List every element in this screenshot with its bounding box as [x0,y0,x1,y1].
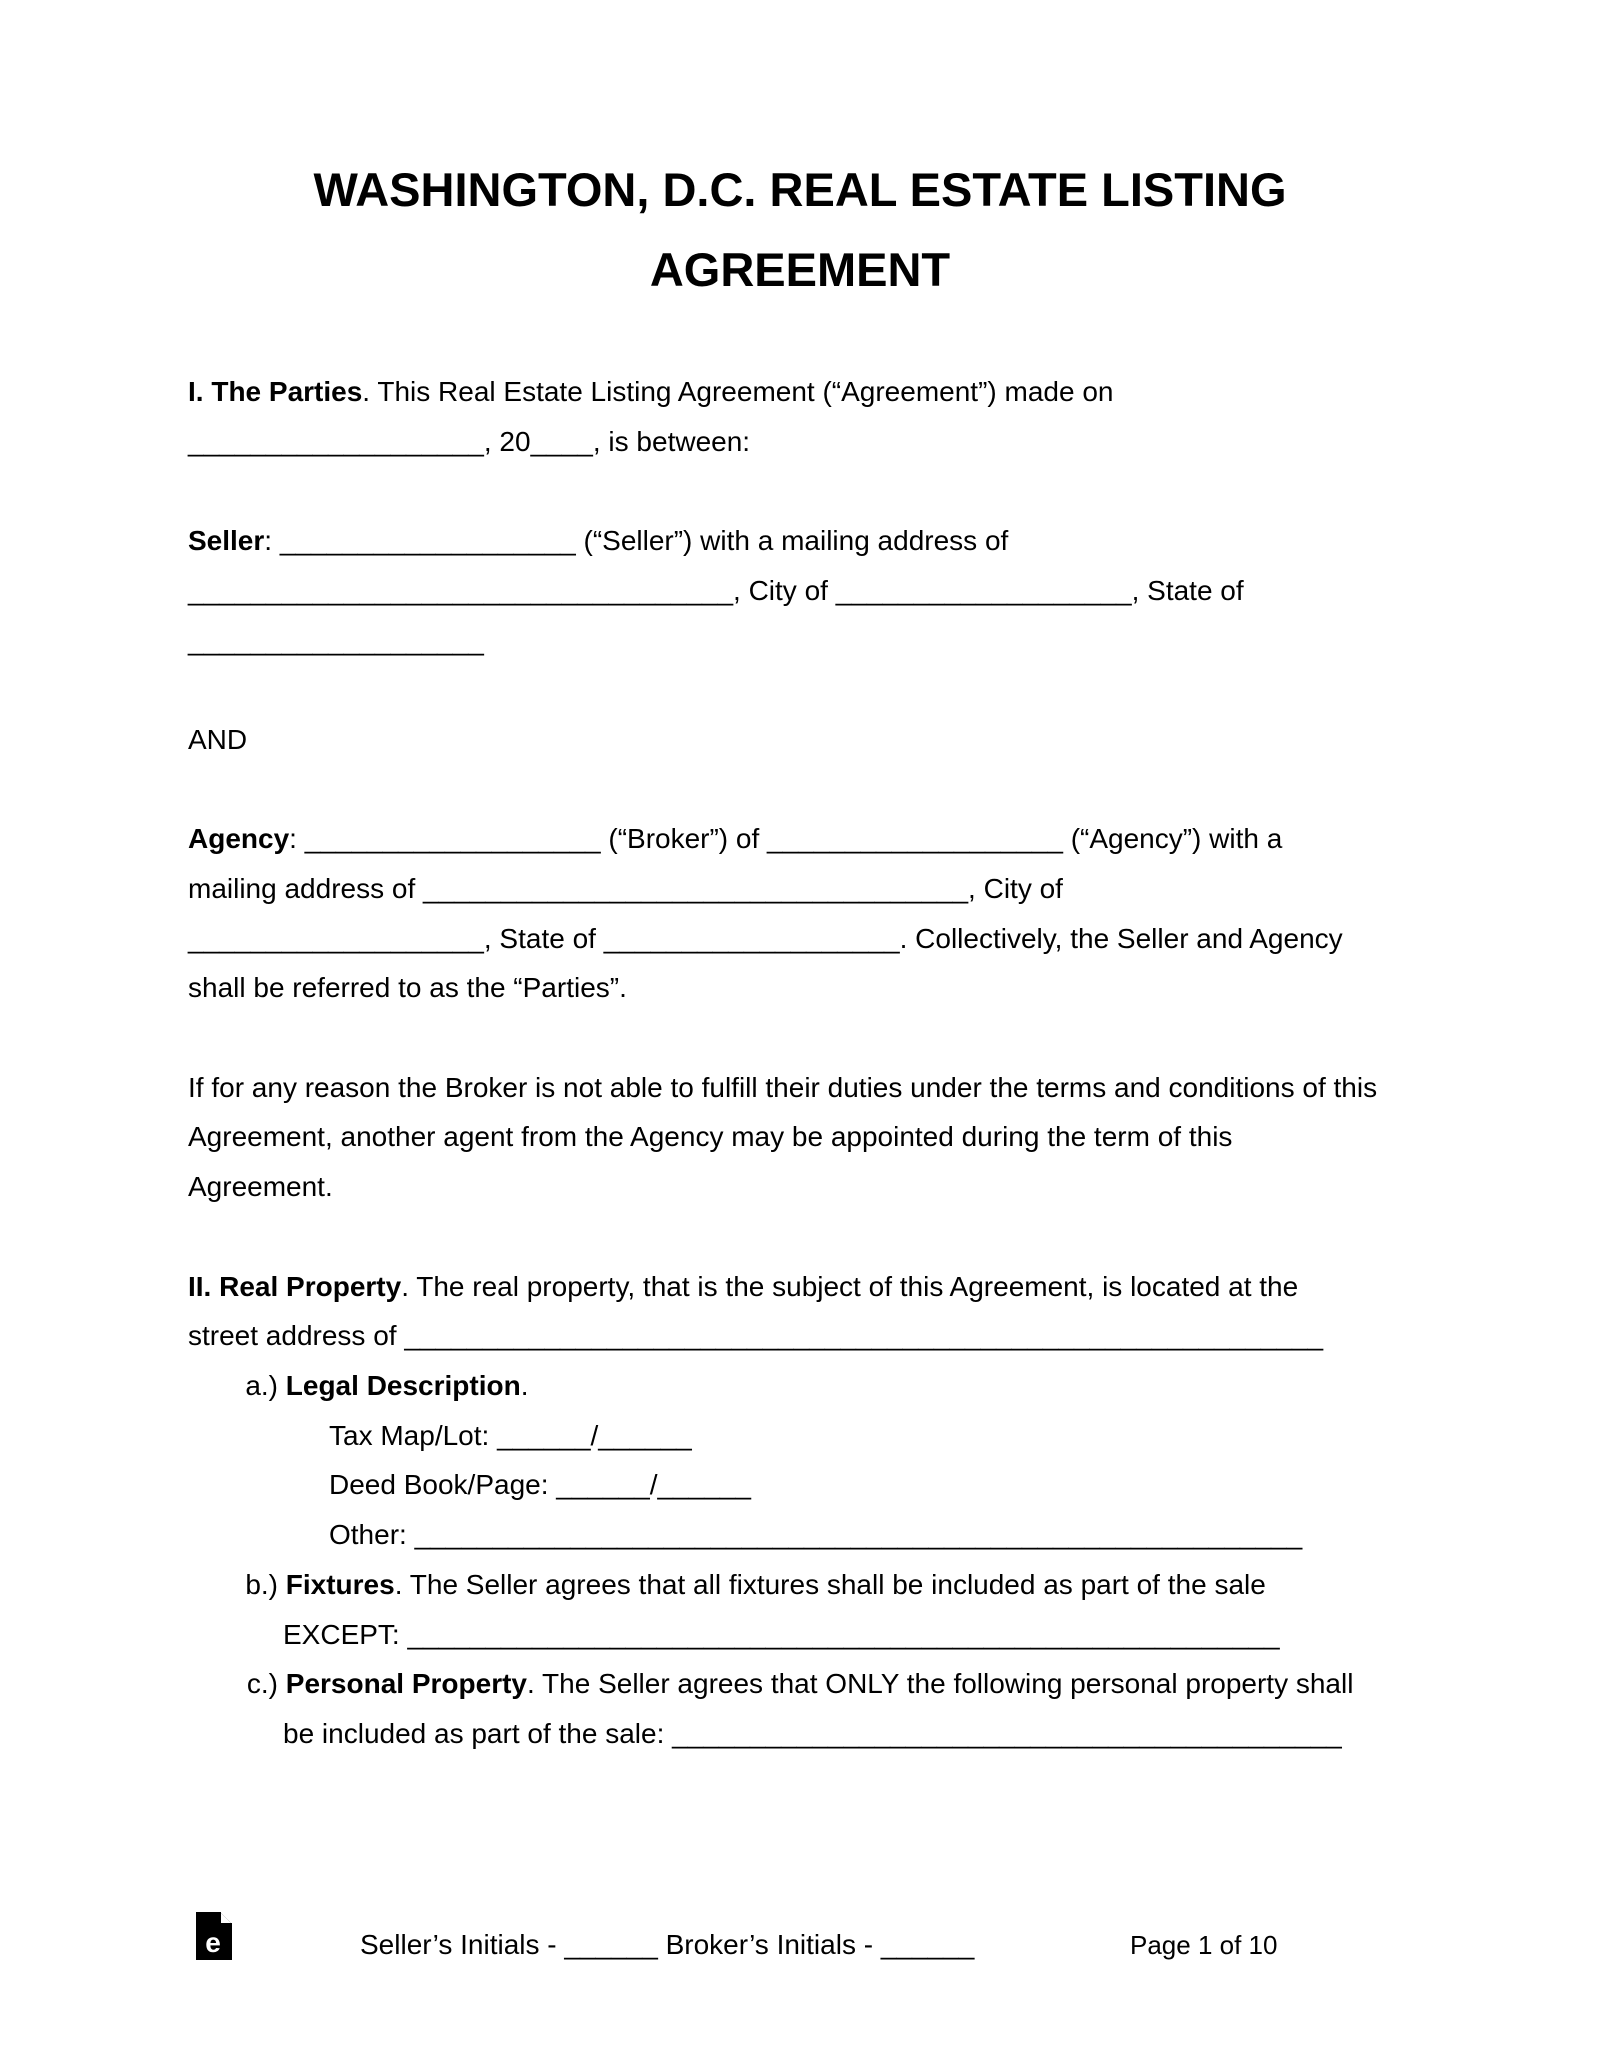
seller-line-3: ___________________ [188,624,484,656]
personal-property-heading: Personal Property [285,1668,527,1700]
agency-line-1: Agency: ___________________ (“Broker”) of ___________________ (“Agency”) with a [188,823,1283,855]
list-item-personal-property: c.) Personal Property. The Seller agrees that ONLY the following personal property shall [246,1668,1354,1700]
document-title [0,150,1600,310]
page-number: Page 1 of 10 [1130,1930,1278,1960]
seller-line-1: Seller: ___________________ (“Seller”) with a mailing address of [188,525,1009,557]
fixtures-except-line: EXCEPT: ________________________________________________________ [283,1618,1280,1650]
seller-line-2: ___________________________________, City of ___________________, State of [188,574,1244,606]
property-heading: II. Real Property [188,1270,402,1302]
personal-property-line-2: be included as part of the sale: ___________________________________________ [283,1717,1342,1749]
parties-heading: I. The Parties [188,376,363,407]
broker-line-1: If for any reason the Broker is not able to fulfill their duties under the terms and conditions of this [188,1071,1378,1103]
property-line-2: street address of ___________________________________________________________ [188,1320,1324,1352]
list-item-fixtures: b.) Fixtures. The Seller agrees that all fixtures shall be included as part of the sale [245,1568,1266,1600]
other-line: Other: _________________________________________________________ [329,1519,1303,1551]
agency-line-4: shall be referred to as the “Parties”. [188,972,627,1004]
agency-line-3: ___________________, State of ___________________. Collectively, the Seller and Agency [188,922,1343,954]
and-separator: AND [188,723,248,755]
agency-line-2: mailing address of ___________________________________, City of [188,872,1063,904]
legal-description-heading: Legal Description [285,1369,521,1401]
agency-label: Agency [188,823,290,855]
title-line-2: AGREEMENT [649,243,951,296]
fixtures-heading: Fixtures [285,1568,395,1600]
tax-map-line: Tax Map/Lot: ______/______ [329,1419,692,1451]
svg-text:e: e [205,1927,221,1958]
title-line-1: WASHINGTON, D.C. REAL ESTATE LISTING [313,163,1287,216]
seller-label: Seller [188,525,265,557]
list-item-legal-description: a.) Legal Description. [245,1369,529,1401]
property-line-1: II. Real Property. The real property, that is the subject of this Agreement, is located at the [188,1270,1299,1302]
parties-line-2: ___________________, 20____, is between: [188,425,751,457]
broker-line-3: Agreement. [188,1171,333,1203]
document-body [188,367,1438,1759]
deed-book-line: Deed Book/Page: ______/______ [329,1469,751,1501]
initials-footer: Seller’s Initials - ______ Broker’s Initials - ______ [360,1929,975,1960]
broker-line-2: Agreement, another agent from the Agency may be appointed during the term of this [188,1121,1233,1153]
eforms-logo-icon [196,1912,232,1960]
parties-line-1: I. The Parties. This Real Estate Listing Agreement (“Agreement”) made on [188,376,1114,407]
